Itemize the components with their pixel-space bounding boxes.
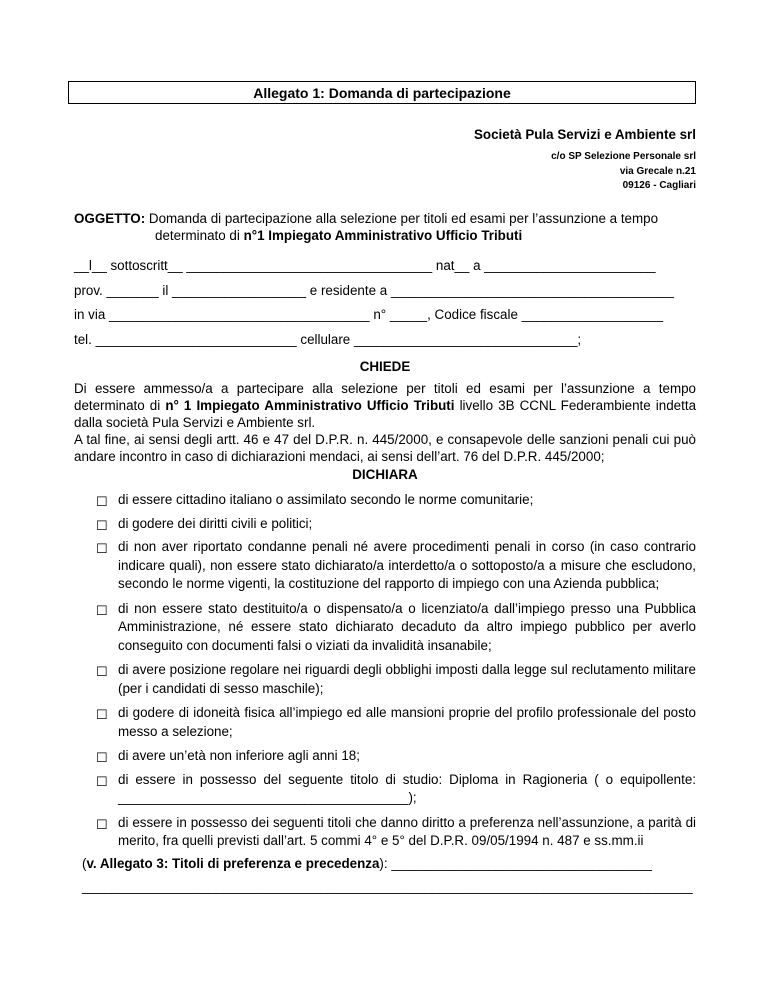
form-line-name[interactable]: __l__ sottoscritt__ _________________________________ nat__ a _______________________ <box>74 258 656 273</box>
address-line-3: 09126 - Cagliari <box>622 180 696 191</box>
list-item <box>96 515 696 534</box>
checkbox-icon[interactable]: ☐ <box>96 541 108 556</box>
oggetto-label: OGGETTO: <box>74 211 146 226</box>
list-item <box>96 491 696 510</box>
chiede-text-b: livello 3B CCNL Federambiente indetta dalla società Pula Servizi e Ambiente srl. <box>74 398 697 430</box>
checkbox-icon[interactable]: ☐ <box>96 517 108 533</box>
list-item-text: di godere dei diritti civili e politici; <box>118 515 313 531</box>
oggetto-text-2: determinato di <box>155 228 244 243</box>
list-item-text: di avere posizione regolare nei riguardi degli obblighi imposti dalla legge sul reclutamento militare (per i candidati di sesso maschile); <box>118 662 696 696</box>
form-line-address[interactable]: in via ___________________________________ n° _____, Codice fiscale ___________________ <box>74 307 664 322</box>
dichiara-list <box>96 491 696 851</box>
list-item <box>96 814 696 851</box>
chiede-text-a: Di essere ammesso/a a partecipare alla selezione per titoli ed esami per l’assunzione a tempo determinato di <box>74 381 696 413</box>
blank-fill-line[interactable]: __________________________________________________________________________________ <box>82 879 693 894</box>
document-title: Allegato 1: Domanda di partecipazione <box>68 81 696 104</box>
checkbox-icon[interactable]: ☐ <box>96 664 108 679</box>
list-item-text: di avere un’età non inferiore agli anni 18; <box>118 748 360 763</box>
list-item <box>96 747 696 766</box>
checkbox-icon[interactable]: ☐ <box>96 707 108 722</box>
preference-reference[interactable] <box>82 856 652 871</box>
checkbox-icon[interactable]: ☐ <box>96 773 108 789</box>
oggetto-bold: n°1 Impiegato Amministrativo Ufficio Tributi <box>243 228 523 243</box>
list-item-text: di essere in possesso del seguente titolo di studio: Diploma in Ragioneria ( o equipollente: _______________________________________); <box>118 771 696 805</box>
list-item-text: di non aver riportato condanne penali né avere procedimenti penali in corso (in caso contrario indicare quali), non essere stato dichiarato/a interdetto/a o sottoposto/a a misure che escludono, secondo le norme vigenti, la costituzione del rapporto di impiego con una Azienda pubblica; <box>118 539 696 591</box>
list-item <box>96 771 696 808</box>
ref-open: ( <box>82 856 87 871</box>
list-item <box>96 704 696 741</box>
checkbox-icon[interactable]: ☐ <box>96 602 108 618</box>
chiede-text-bold: n° 1 Impiegato Amministrativo Ufficio Tributi <box>165 398 455 413</box>
ref-bold: v. Allegato 3: Titoli di preferenza e precedenza <box>86 856 380 871</box>
address-line-1: c/o SP Selezione Personale srl <box>551 151 696 162</box>
address-line-2: via Grecale n.21 <box>619 165 696 177</box>
oggetto-text-1: Domanda di partecipazione alla selezione per titoli ed esami per l’assunzione a tempo <box>148 211 659 226</box>
chiede-text-c: A tal fine, ai sensi degli artt. 46 e 47 del D.P.R. n. 445/2000, e consapevole delle sanzioni penali cui può andare incontro in caso di dichiarazioni mendaci, ai sensi dell’art. 76 del D.P.R. 445/2000; <box>74 432 696 464</box>
list-item-text: di essere in possesso dei seguenti titoli che danno diritto a preferenza nell’assunzione, a parità di merito, fra quelli previsti dall’art. 5 commi 4° e 5° del D.P.R. 09/05/1994 n. 487 e ss.mm.ii <box>118 814 696 848</box>
checkbox-icon[interactable]: ☐ <box>96 750 108 765</box>
list-item <box>96 600 696 656</box>
list-item <box>96 538 696 594</box>
ref-rest: ): ___________________________________ <box>379 856 652 871</box>
company-name: Società Pula Servizi e Ambiente srl <box>473 127 696 142</box>
form-line-phone[interactable]: tel. ___________________________ cellulare ______________________________; <box>74 332 582 347</box>
checkbox-icon[interactable]: ☐ <box>96 494 108 509</box>
chiede-heading: CHIEDE <box>359 359 411 374</box>
oggetto-paragraph <box>74 210 696 244</box>
checkbox-icon[interactable]: ☐ <box>96 816 108 832</box>
list-item-text: di essere cittadino italiano o assimilato secondo le norme comunitarie; <box>118 492 534 507</box>
list-item <box>96 661 696 698</box>
chiede-paragraph <box>74 380 696 465</box>
list-item-text: di non essere stato destituito/a o dispensato/a o licenziato/a dall’impiego presso una Pubblica Amministrazione, né essere stato dichiarato decaduto da altro impiego pubblico per averlo conseguito con documenti falsi o viziati da invalidità insanabile; <box>118 600 696 653</box>
form-line-residence[interactable]: prov. _______ il __________________ e residente a ______________________________________ <box>74 283 674 298</box>
dichiara-heading: DICHIARA <box>352 467 418 482</box>
list-item-text: di godere di idoneità fisica all’impiego ed alle mansioni proprie del profilo professionale del posto messo a selezione; <box>118 705 696 739</box>
